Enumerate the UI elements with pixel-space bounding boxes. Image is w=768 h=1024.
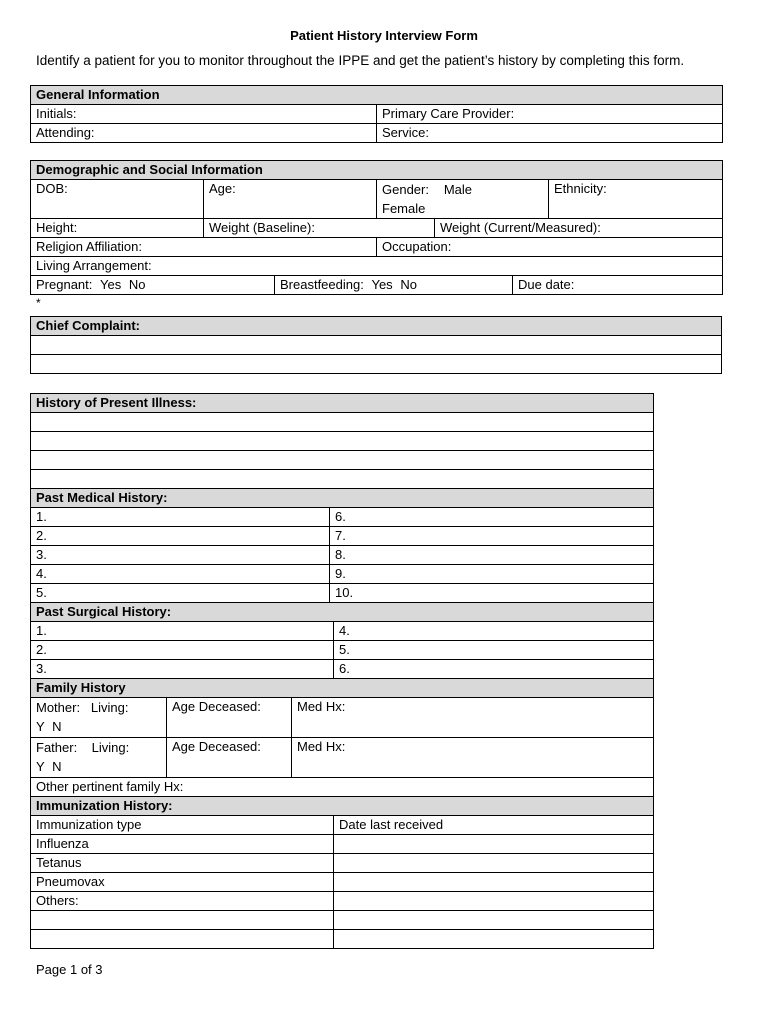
demographic-table [30, 160, 723, 295]
section-heading: Family History [31, 679, 654, 698]
page-number: Page 1 of 3 [36, 962, 103, 977]
mother-label: Mother: [36, 700, 81, 715]
no-option: N [52, 759, 62, 774]
chief-complaint-table [30, 316, 722, 374]
father-age-deceased-field[interactable]: Age Deceased: [167, 738, 292, 778]
religion-field[interactable]: Religion Affiliation: [31, 238, 377, 257]
immunization-blank-cell[interactable] [31, 930, 334, 949]
other-family-hx-field[interactable]: Other pertinent family Hx: [31, 778, 654, 797]
history-table [30, 393, 654, 949]
dob-field[interactable]: DOB: [31, 180, 204, 219]
pmh-item[interactable]: 7. [330, 527, 654, 546]
date-last-received-header: Date last received [334, 816, 654, 835]
immunization-row-label: Influenza [31, 835, 334, 854]
weight-current-field[interactable]: Weight (Current/Measured): [435, 219, 723, 238]
blank-line[interactable] [31, 470, 654, 489]
breastfeeding-label: Breastfeeding: [280, 277, 364, 292]
psh-item[interactable]: 5. [334, 641, 654, 660]
psh-item[interactable]: 3. [31, 660, 334, 679]
pmh-item[interactable]: 1. [31, 508, 330, 527]
attending-field[interactable]: Attending: [31, 124, 377, 143]
immunization-row-label: Pneumovax [31, 873, 334, 892]
ethnicity-field[interactable]: Ethnicity: [549, 180, 723, 219]
immunization-date-cell[interactable] [334, 892, 654, 911]
section-heading: History of Present Illness: [31, 394, 654, 413]
immunization-date-cell[interactable] [334, 873, 654, 892]
psh-item[interactable]: 2. [31, 641, 334, 660]
section-heading: Demographic and Social Information [31, 161, 723, 180]
psh-item[interactable]: 6. [334, 660, 654, 679]
no-option: No [400, 277, 417, 292]
gender-label: Gender: [382, 182, 429, 197]
psh-item[interactable]: 1. [31, 622, 334, 641]
male-option: Male [443, 182, 473, 197]
pmh-item[interactable]: 4. [31, 565, 330, 584]
pmh-item[interactable]: 8. [330, 546, 654, 565]
immunization-blank-cell[interactable] [31, 911, 334, 930]
living-arrangement-field[interactable]: Living Arrangement: [31, 257, 723, 276]
living-label: Living: [90, 700, 129, 715]
breastfeeding-field [275, 276, 513, 295]
gender-field [377, 180, 549, 219]
mother-med-hx-field[interactable]: Med Hx: [292, 698, 654, 738]
height-field[interactable]: Height: [31, 219, 204, 238]
pmh-item[interactable]: 2. [31, 527, 330, 546]
living-label: Living: [91, 740, 130, 755]
blank-line[interactable] [31, 432, 654, 451]
initials-field[interactable]: Initials: [31, 105, 377, 124]
blank-line[interactable] [31, 355, 722, 374]
section-heading: General Information [31, 86, 723, 105]
yes-option: Y [36, 719, 45, 734]
primary-care-provider-field[interactable]: Primary Care Provider: [377, 105, 723, 124]
section-heading: Past Surgical History: [31, 603, 654, 622]
psh-item[interactable]: 4. [334, 622, 654, 641]
asterisk-note: * [36, 296, 41, 310]
form-title: Patient History Interview Form [290, 28, 478, 43]
father-living-field [31, 738, 167, 778]
mother-living-field [31, 698, 167, 738]
section-heading: Chief Complaint: [31, 317, 722, 336]
pregnant-label: Pregnant: [36, 277, 93, 292]
immunization-date-cell[interactable] [334, 854, 654, 873]
father-med-hx-field[interactable]: Med Hx: [292, 738, 654, 778]
weight-baseline-field[interactable]: Weight (Baseline): [204, 219, 435, 238]
immunization-date-cell[interactable] [334, 930, 654, 949]
age-field[interactable]: Age: [204, 180, 377, 219]
service-field[interactable]: Service: [377, 124, 723, 143]
occupation-field[interactable]: Occupation: [377, 238, 723, 257]
section-heading: Past Medical History: [31, 489, 654, 508]
pregnant-field [31, 276, 275, 295]
yes-option: Y [36, 759, 45, 774]
pmh-item[interactable]: 5. [31, 584, 330, 603]
yes-option: Yes [100, 277, 122, 292]
section-heading: Immunization History: [31, 797, 654, 816]
mother-age-deceased-field[interactable]: Age Deceased: [167, 698, 292, 738]
immunization-date-cell[interactable] [334, 835, 654, 854]
immunization-type-header: Immunization type [31, 816, 334, 835]
blank-line[interactable] [31, 413, 654, 432]
father-label: Father: [36, 740, 78, 755]
pmh-item[interactable]: 3. [31, 546, 330, 565]
form-intro: Identify a patient for you to monitor throughout the IPPE and get the patient’s history by completing this form. [36, 53, 685, 68]
pmh-item[interactable]: 9. [330, 565, 654, 584]
no-option: No [128, 277, 146, 292]
pmh-item[interactable]: 6. [330, 508, 654, 527]
due-date-field[interactable]: Due date: [513, 276, 723, 295]
general-information-table [30, 85, 723, 143]
female-option: Female [382, 201, 426, 216]
immunization-row-label: Others: [31, 892, 334, 911]
yes-option: Yes [371, 277, 393, 292]
blank-line[interactable] [31, 336, 722, 355]
no-option: N [52, 719, 62, 734]
pmh-item[interactable]: 10. [330, 584, 654, 603]
blank-line[interactable] [31, 451, 654, 470]
immunization-date-cell[interactable] [334, 911, 654, 930]
immunization-row-label: Tetanus [31, 854, 334, 873]
